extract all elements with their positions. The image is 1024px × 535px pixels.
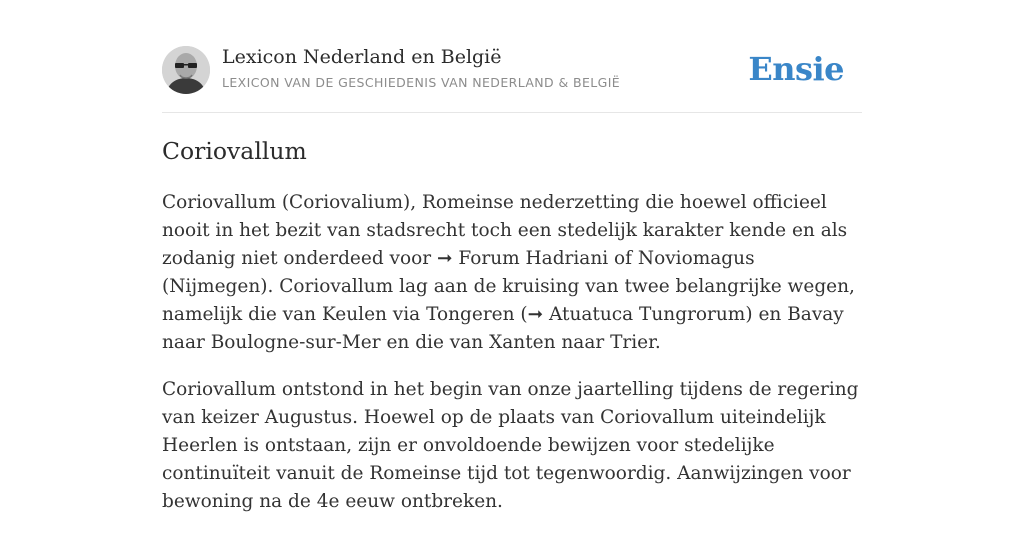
article-paragraph: Coriovallum ontstond in het begin van onze jaartelling tijdens de regering van keizer Augustus. Hoewel op de plaats van Coriovallum uiteindelijk Heerlen is ontstaan, zijn er onvoldoende bewijzen voor stedelijke continuïteit vanuit de Romeinse tijd tot tegenwoordig. Aanwijzingen voor bewoning na de 4e eeuw ontbreken. bbox=[162, 379, 859, 512]
article-title: Coriovallum bbox=[162, 137, 307, 165]
page-container bbox=[162, 0, 862, 512]
author-avatar[interactable] bbox=[162, 46, 210, 94]
site-header bbox=[162, 0, 862, 113]
article-paragraph: Coriovallum (Coriovalium), Romeinse nederzetting die hoewel officieel nooit in het bezit van stadsrecht toch een stedelijk karakter kende en als zodanig niet onderdeed voor ➞ Forum Hadriani of Noviomagus (Nijmegen). Coriovallum lag aan de kruising van twee belangrijke wegen, namelijk die van Keulen via Tongeren (➞ Atuatuca Tungrorum) en Bavay naar Boulogne-sur-Mer en die van Xanten naar Trier. bbox=[162, 192, 855, 353]
site-subtitle: LEXICON VAN DE GESCHIEDENIS VAN NEDERLAND & BELGIË bbox=[222, 75, 621, 90]
portrait-icon bbox=[162, 46, 210, 94]
site-name[interactable]: Lexicon Nederland en België bbox=[222, 46, 502, 68]
brand-logo[interactable]: Ensie bbox=[748, 50, 844, 88]
article-body bbox=[162, 189, 862, 535]
